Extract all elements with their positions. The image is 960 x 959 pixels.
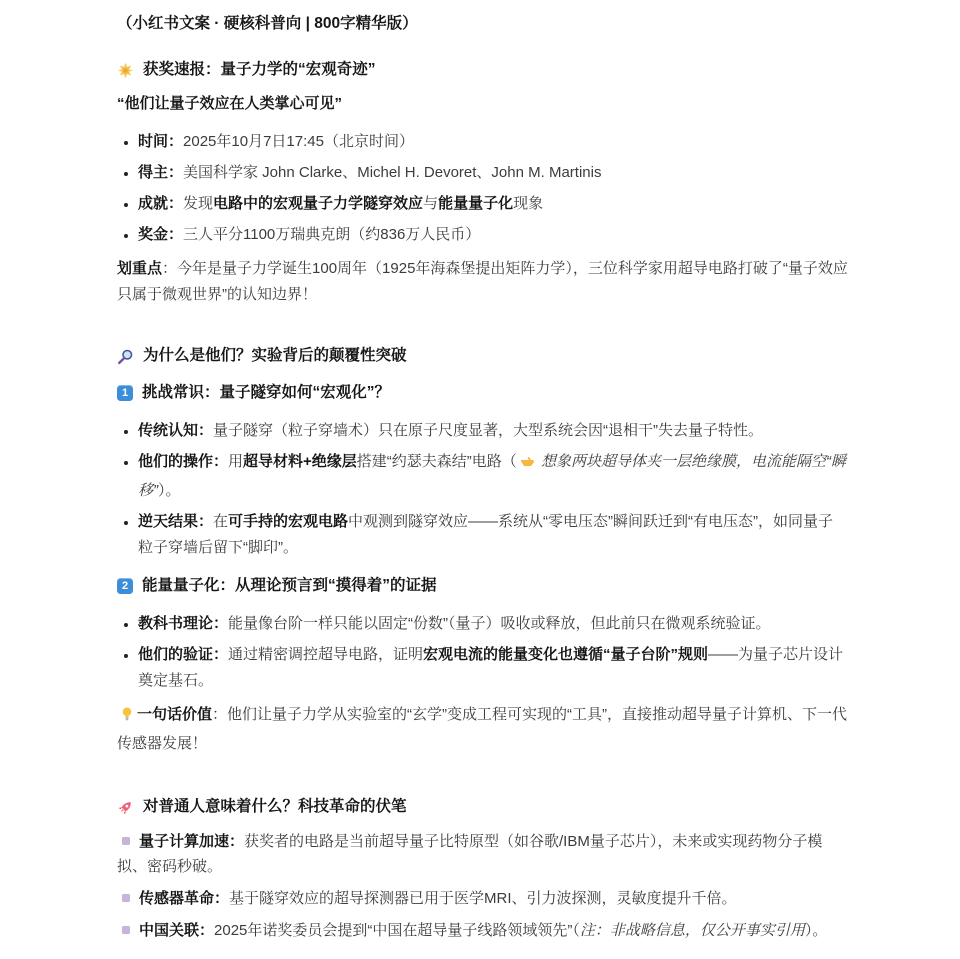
value-paragraph-text: 一句话价值：他们让量子力学从实验室的“玄学”变成工程可实现的“工具”，直接推动超导量子计算机、下一代传感器发展！: [117, 706, 848, 752]
glowing-star-icon: [117, 62, 134, 79]
impact-item-text: 量子计算加速：获奖者的电路是当前超导量子比特原型（如谷歌/IBM量子芯片），未来或实现药物分子模拟、密码秒破。: [117, 833, 823, 875]
point2-heading: [117, 574, 848, 598]
impact-item: [117, 886, 848, 911]
light-bulb-icon: [119, 705, 135, 731]
impact-section-heading: [117, 795, 848, 819]
doc-title: （小红书文案 · 硬核科普向 | 800字精华版）: [117, 15, 418, 32]
list-item: • 逆天结果：在可手持的宏观电路中观测到隧穿效应——系统从“零电压态”瞬间跃迁到“有电压态”，如同量子粒子穿墙后留下“脚印”。: [138, 509, 848, 561]
award-facts-list: [117, 129, 848, 248]
value-paragraph: [117, 702, 848, 757]
keycap-1-icon: 1: [117, 385, 133, 401]
impact-item: [117, 918, 848, 943]
list-item: • 他们的操作：用超导材料+绝缘层搭建“约瑟夫森结”电路（ 想象两块超导体夹一层绝缘膜，电流能隔空“瞬移”）。: [138, 449, 848, 504]
small-square-bullet-icon: [122, 926, 130, 934]
rocket-icon: [117, 799, 134, 816]
keycap-2-icon: 2: [117, 578, 133, 594]
list-item: • 传统认知：量子隧穿（粒子穿墙术）只在原子尺度显著，大型系统会因“退相干”失去量子特性。: [138, 418, 848, 444]
magnifying-glass-icon: [117, 348, 134, 365]
list-item: • 奖金：三人平分1100万瑞典克朗（约836万人民币）: [138, 222, 848, 248]
pointing-right-icon: [519, 452, 535, 478]
point2-list: [117, 611, 848, 694]
why-section-heading: [117, 344, 848, 368]
list-item: • 教科书理论：能量像台阶一样只能以固定“份数”（量子）吸收或释放，但此前只在微观系统验证。: [138, 611, 848, 637]
award-subheading: “他们让量子效应在人类掌心可见”: [117, 95, 343, 112]
point1-heading-text: 挑战常识：量子隧穿如何“宏观化”？: [142, 384, 391, 401]
list-item: • 他们的验证：通过精密调控超导电路，证明宏观电流的能量变化也遵循“量子台阶”规则——为量子芯片设计奠定基石。: [138, 642, 848, 694]
award-section-heading: [117, 58, 848, 82]
impact-heading-text: 对普通人意味着什么？科技革命的伏笔: [143, 798, 407, 815]
why-heading-text: 为什么是他们？实验背后的颠覆性突破: [143, 347, 407, 364]
impact-item-text: 中国关联：2025年诺奖委员会提到“中国在超导量子线路领域领先”（注：非战略信息，仅公开事实引用）。: [139, 922, 828, 939]
point1-list: [117, 418, 848, 561]
list-item: • 得主：美国科学家 John Clarke、Michel H. Devoret、John M. Martinis: [138, 160, 848, 186]
point1-heading: [117, 381, 848, 405]
point2-heading-text: 能量量子化：从理论预言到“摸得着”的证据: [142, 577, 437, 594]
impact-item-text: 传感器革命：基于隧穿效应的超导探测器已用于医学MRI、引力波探测，灵敏度提升千倍。: [139, 890, 737, 907]
list-item: • 时间：2025年10月7日17:45（北京时间）: [138, 129, 848, 155]
small-square-bullet-icon: [122, 837, 130, 845]
highlight-paragraph: 划重点：今年是量子力学诞生100周年（1925年海森堡提出矩阵力学），三位科学家用超导电路打破了“量子效应只属于微观世界”的认知边界！: [117, 260, 848, 303]
list-item: • 成就：发现电路中的宏观量子力学隧穿效应与能量量子化现象: [138, 191, 848, 217]
award-heading-text: 获奖速报：量子力学的“宏观奇迹”: [143, 61, 376, 78]
small-square-bullet-icon: [122, 894, 130, 902]
